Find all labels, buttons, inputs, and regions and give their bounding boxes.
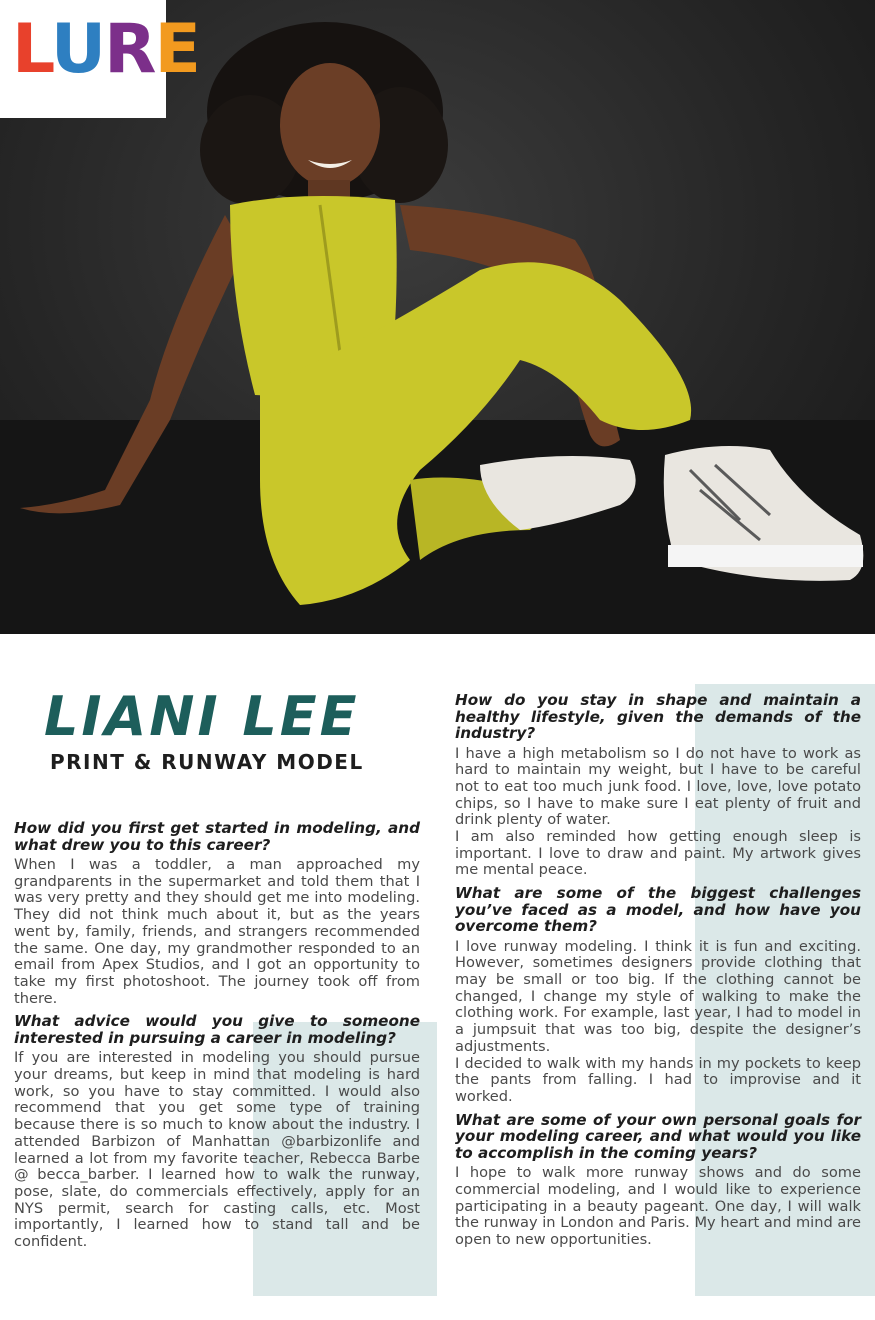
question-5: What are some of your own personal goals for your modeling career, and what would you like to accomplish in the coming years?: [455, 1110, 861, 1162]
logo-letter-r: R: [104, 10, 155, 89]
right-column: [455, 692, 861, 1249]
page-title: LIANI LEE: [44, 685, 360, 748]
logo-letter-e: E: [154, 10, 199, 89]
logo-box: [0, 0, 199, 118]
answer-2: If you are interested in modeling you should pursue your dreams, but keep in mind that modeling is hard work, so you have to stay committed. I would also recommend that you get some type of training because there is so much to know about the industry. I attended Barbizon of Manhattan @barbizonlife and learned a lot from my favorite teacher, Rebecca Barbe @ becca_barber. I learned how to walk the runway, pose, slate, do commercials effectively, apply for an NYS permit, search for casting calls, etc. Most importantly, I learned how to stand tall and be confident.: [14, 1049, 420, 1251]
question-2: What advice would you give to someone interested in pursuing a career in modeling?: [14, 1012, 420, 1047]
question-4: What are some of the biggest challenges you’ve faced as a model, and how have you overcome them?: [455, 884, 861, 936]
answer-4a: I love runway modeling. I think it is fun and exciting. However, sometimes designers provide clothing that may be small or too big. If the clothing cannot be changed, I change my style of walking to make the clothing work. For example, last year, I had to model in a jumpsuit that was too big, despite the designer’s adjustments.: [455, 937, 861, 1055]
answer-4b: I decided to walk with my hands in my pockets to keep the pants from falling. I had to improvise and it worked.: [455, 1054, 861, 1105]
question-3: How do you stay in shape and maintain a healthy lifestyle, given the demands of the industry?: [455, 691, 861, 742]
answer-5: I hope to walk more runway shows and do some commercial modeling, and I would like to experience participating in a beauty pageant. One day, I will walk the runway in London and Paris. My heart and mind are open to new opportunities.: [455, 1164, 861, 1248]
question-1: How did you first get started in modeling, and what drew you to this career?: [14, 819, 420, 854]
answer-3b: I am also reminded how getting enough sleep is important. I love to draw and paint. My artwork gives me mental peace.: [455, 828, 861, 879]
logo-letter-u: U: [50, 10, 105, 89]
left-column: [14, 820, 420, 1251]
answer-1: When I was a toddler, a man approached my grandparents in the supermarket and told them that I was very pretty and they should get me into modeling. They did not think much about it, but as the years went by, family, friends, and strangers recommended the same. One day, my grandmother responded to an email from Apex Studios, and I got an opportunity to take my first photoshoot. The journey took off from there.: [14, 856, 420, 1007]
lure-logo: [12, 10, 199, 89]
page-subtitle: PRINT & RUNWAY MODEL: [50, 750, 364, 774]
logo-letter-l: L: [12, 10, 51, 89]
answer-3a: I have a high metabolism so I do not have to work as hard to maintain my weight, but I have to be careful not to eat too much junk food. I love, love, love potato chips, so I have to make sure I eat plenty of fruit and drink plenty of water.: [455, 744, 861, 829]
